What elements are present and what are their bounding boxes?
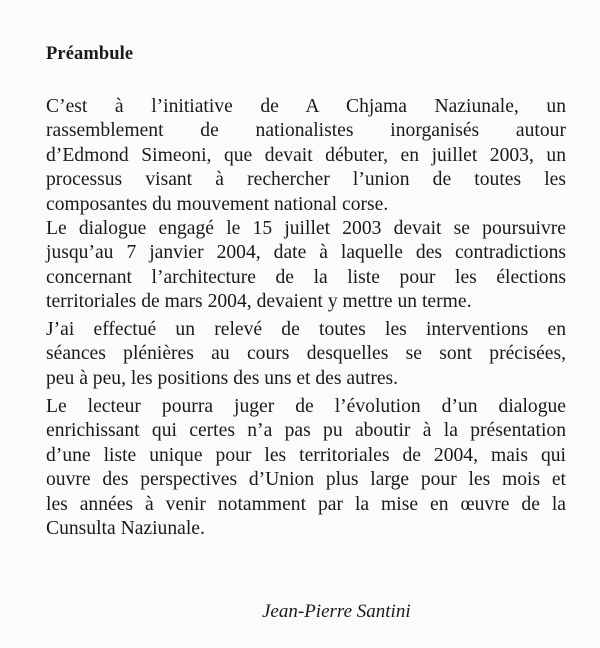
text-line: les années à venir notamment par la mise en œuvre de la [46,493,566,515]
paragraph-2 [46,217,566,315]
text-line: concernant l’architecture de la liste pour les élections [46,266,566,288]
text-line: Le dialogue engagé le 15 juillet 2003 devait se poursuivre [46,218,566,239]
text-line: enrichissant qui certes n’a pas pu aboutir à la présentation [46,420,566,442]
text-line: jusqu’au 7 janvier 2004, date à laquelle des contradictions [46,242,566,264]
text-line: rassemblement de nationalistes inorganisés autour [46,120,566,142]
text-line: composantes du mouvement national corse. [46,193,389,215]
text-line: C’est à l’initiative de A Chjama Naziunale, un [46,96,566,117]
text-line: peu à peu, les positions des uns et des autres. [46,367,399,389]
text-line: Cunsulta Naziunale. [46,517,205,539]
text-line: séances plénières au cours desquelles se sont précisées, [46,343,566,365]
text-line: d’une liste unique pour les territoriales de 2004, mais qui [46,444,566,466]
text-line: J’ai effectué un relevé de toutes les interventions en [46,319,566,340]
text-line: ouvre des perspectives d’Union plus large pour les mois et [46,469,566,491]
paragraph-1 [46,95,566,217]
text-line: processus visant à rechercher l’union de toutes les [46,169,566,191]
text-line: d’Edmond Simeoni, que devait débuter, en juillet 2003, un [46,144,566,166]
text-line: Le lecteur pourra juger de l’évolution d’un dialogue [46,396,566,417]
paragraph-4 [46,395,566,541]
text-line: territoriales de mars 2004, devaient y mettre un terme. [46,291,472,313]
page-title: Préambule [46,44,134,64]
paragraph-3 [46,318,566,391]
author-signature: Jean-Pierre Santini [262,601,411,622]
